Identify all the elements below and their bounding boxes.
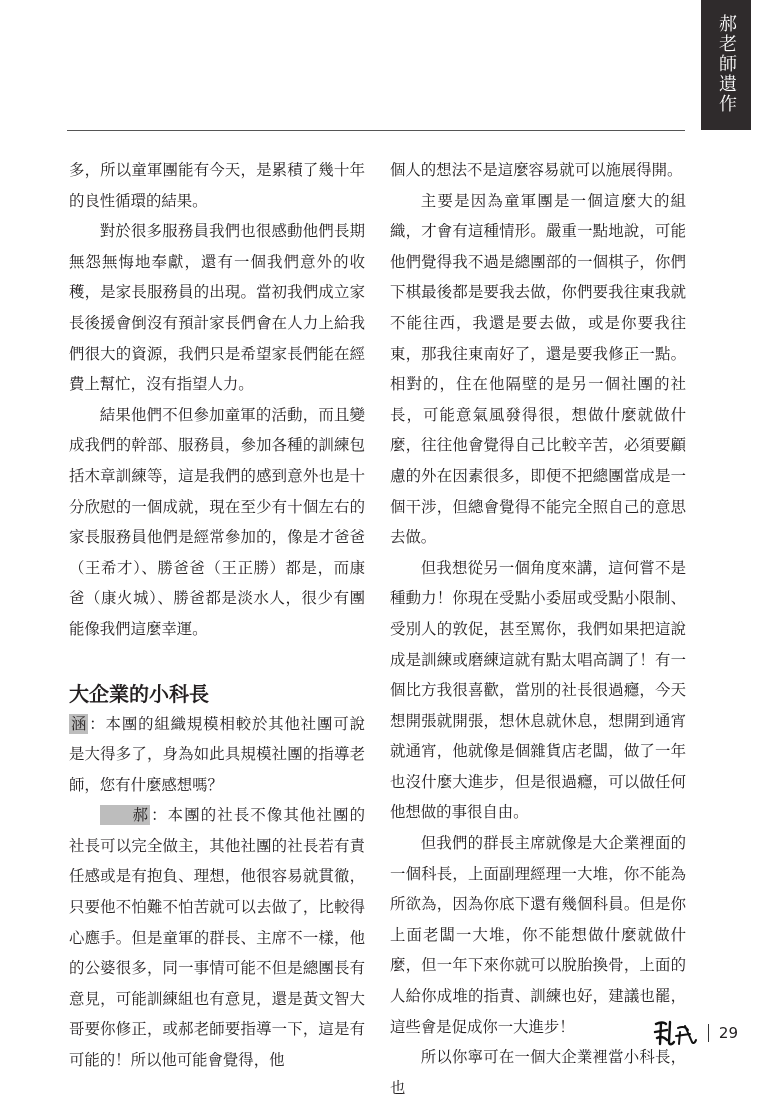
speaker-badge-interviewer: 涵 <box>71 714 87 733</box>
section-title: 大企業的小科長 <box>69 681 209 706</box>
side-tab-label: 郝老師遺作 <box>716 14 737 114</box>
paragraph: 但我們的群長主席就像是大企業裡面的一個科長，上面副理經理一大堆，你不能為所欲為，因為你底下還有幾個科員。但是你上面老闆一大堆，你不能想做什麼就做什麼，但一年下來你就可以脫胎換骨，上面的人給你成堆的指責、訓練也好，建議也罷，這些會是促成你一大進步！ <box>390 834 686 1036</box>
right-column <box>390 155 686 1103</box>
paragraph: 多，所以童軍團能有今天，是累積了幾十年的良性循環的結果。 <box>69 161 365 210</box>
paragraph: 但我想從另一個角度來講，這何嘗不是種動力！你現在受點小委屈或受點小限制、受別人的敦促，甚至罵你，我們如果把這說成是訓練或磨練這就有點太唱高調了！有一個比方我很喜歡，當別的社長很過癮，今天想開張就開張，想休息就休息，想開到通宵就通宵，他就像是個雜貨店老闆，做了一年也沒什麼大進步，但是很過癮，可以做任何他想做的事很自由。 <box>390 558 686 822</box>
header-rule <box>67 130 685 131</box>
page-footer <box>652 1018 738 1048</box>
page-number: 29 <box>718 1024 738 1042</box>
paragraph: 所以你寧可在一個大企業裡當小科長，也 <box>390 1048 686 1097</box>
left-column <box>69 155 365 1076</box>
interview-question <box>69 709 365 801</box>
paragraph: 個人的想法不是這麼容易就可以施展得開。 <box>390 161 683 179</box>
side-tab <box>701 0 751 130</box>
question-text: ：本團的組織規模相較於其他社團可說是大得多了，身為如此具規模社團的指導老師，您有什麼感想嗎？ <box>69 714 365 794</box>
footer-divider <box>708 1024 709 1042</box>
answer-text: ：本團的社長不像其他社團的社長可以完全做主，其他社團的社長若有責任感或是有抱負、理想，他很容易就貫徹，只要他不怕難不怕苦就可以去做了，比較得心應手。但是童軍的群長、主席不一樣，他的公婆很多，同一事情可能不但是總團長有意見，可能訓練組也有意見，還是黃文智大哥要你修正，或郝老師要指導一下，這是有可能的！所以他可能會覺得，他 <box>69 806 365 1070</box>
paragraph: 主要是因為童軍團是一個這麼大的組織，才會有這種情形。嚴重一點地說，可能他們覺得我不過是總團部的一個棋子，你們下棋最後都是要我去做，你們要我往東我就不能往西，我還是要去做，或是你要我往東，那我往東南好了，還是要我修正一點。相對的，住在他隔壁的是另一個社團的社長，可能意氣風發得很，想做什麼就做什麼，往往他會覺得自己比較辛苦，必須要顧慮的外在因素很多，即便不把總團當成是一個干涉，但總會覺得不能完全照自己的意思去做。 <box>390 191 686 547</box>
calligraphy-signature-icon <box>652 1018 698 1048</box>
speaker-badge-teacher: 郝 <box>100 805 150 825</box>
interview-answer <box>69 800 365 1075</box>
paragraph: 結果他們不但參加童軍的活動，而且變成我們的幹部、服務員，參加各種的訓練包括木章訓練等，這是我們的感到意外也是十分欣慰的一個成就，現在至少有十個左右的家長服務員他們是經常參加的，像是才爸爸（王希才）、勝爸爸（王正勝）都是，而康爸（康火城）、勝爸都是淡水人，很少有團能像我們這麼幸運。 <box>69 405 365 638</box>
paragraph: 對於很多服務員我們也很感動他們長期無怨無悔地奉獻，還有一個我們意外的收穫，是家長服務員的出現。當初我們成立家長後援會倒沒有預計家長們會在人力上給我們很大的資源，我們只是希望家長們能在經費上幫忙，沒有指望人力。 <box>69 222 365 394</box>
